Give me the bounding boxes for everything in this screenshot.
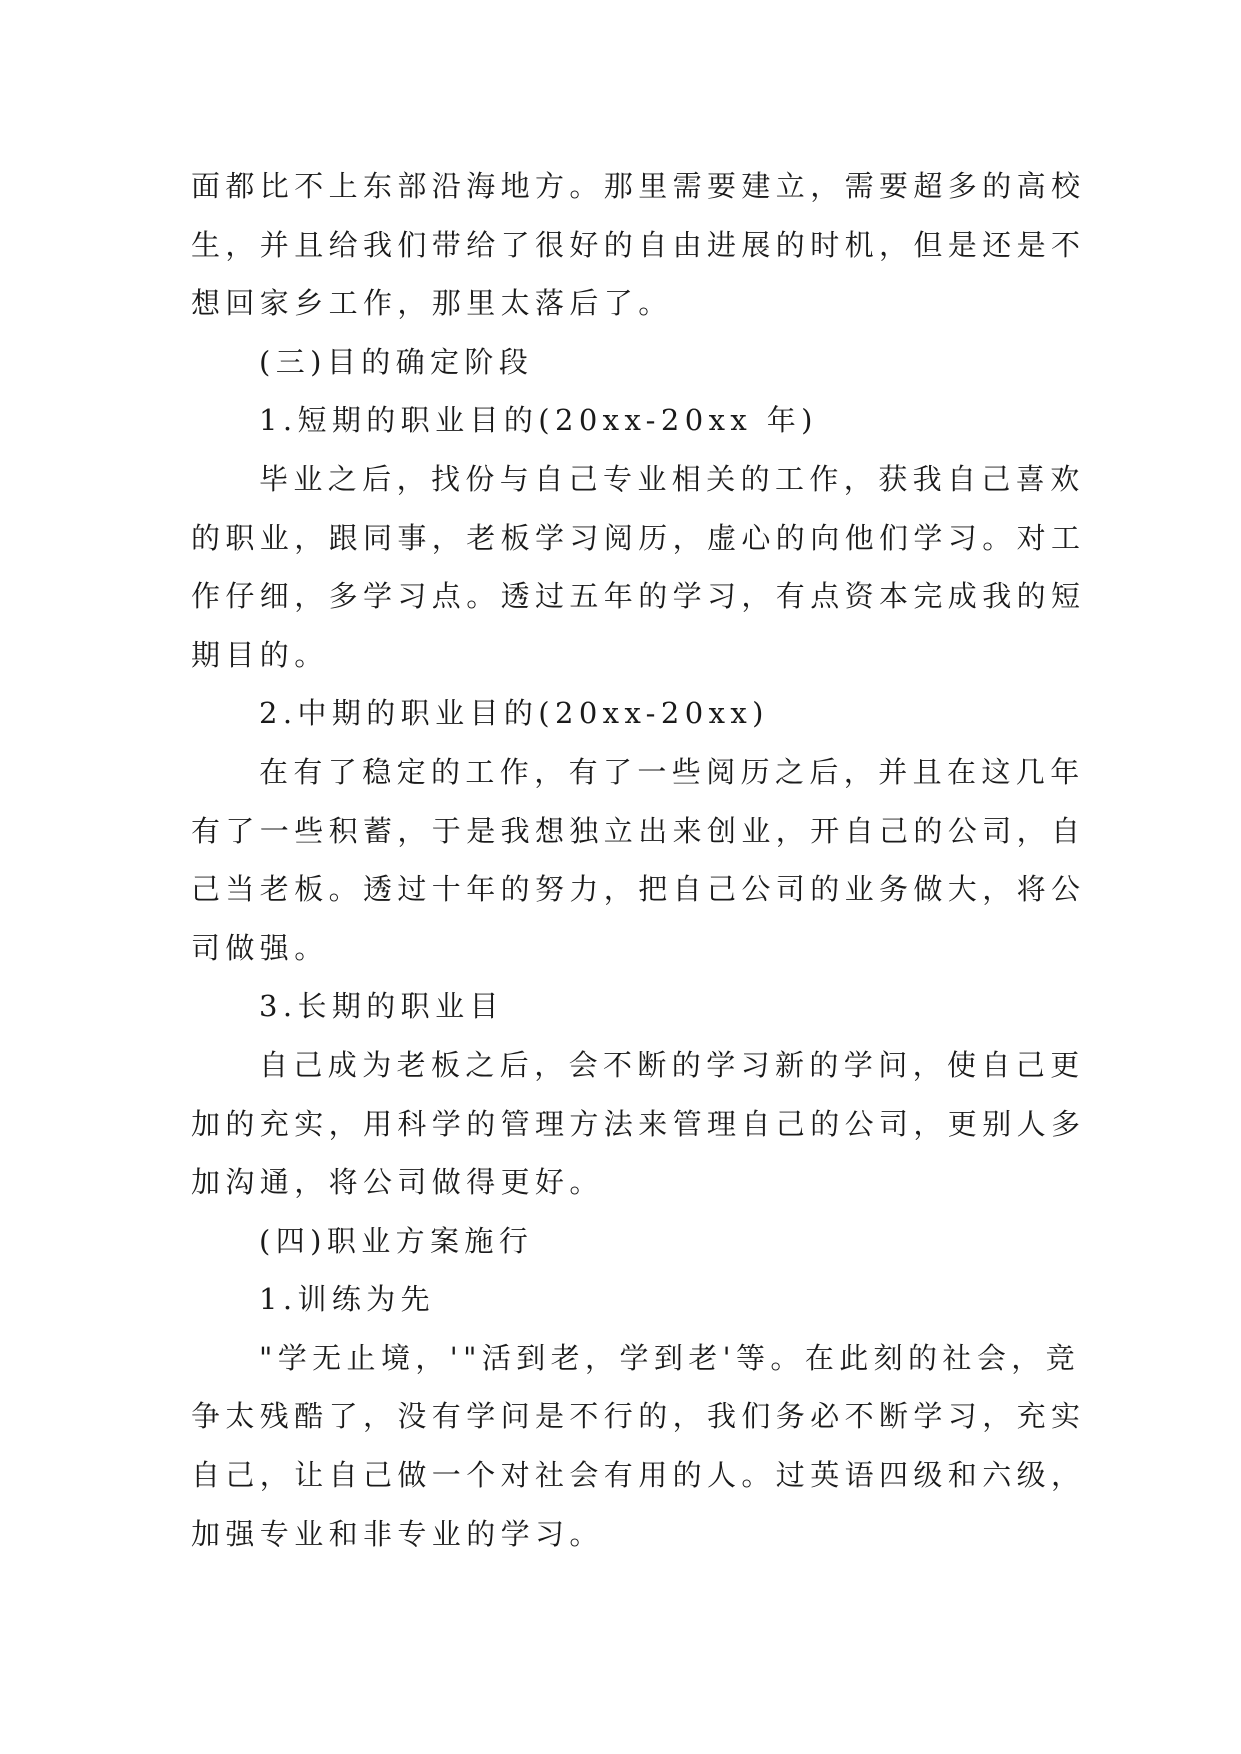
text-line: 2.中期的职业目的(20xx-20xx) (259, 696, 769, 731)
text-line: 毕业之后，找份与自己专业相关的工作，获我自己喜欢 (259, 461, 1085, 496)
text-line: 3.长期的职业目 (259, 989, 504, 1024)
text-line: 作仔细，多学习点。透过五年的学习，有点资本完成我的短 (191, 579, 1086, 614)
text-line: 想回家乡工作，那里太落后了。 (191, 286, 673, 321)
text-line: 1.训练为先 (259, 1282, 436, 1317)
text-line: 加沟通，将公司做得更好。 (191, 1165, 604, 1200)
document-body (191, 157, 1086, 1563)
text-line: 在有了稳定的工作，有了一些阅历之后，并且在这几年 (259, 754, 1085, 789)
text-line: 加强专业和非专业的学习。 (191, 1516, 604, 1551)
text-line: (四)职业方案施行 (259, 1223, 534, 1258)
text-line: 司做强。 (191, 930, 329, 965)
text-line: 的职业，跟同事，老板学习阅历，虚心的向他们学习。对工 (191, 520, 1086, 555)
text-line: 面都比不上东部沿海地方。那里需要建立，需要超多的高校 (191, 169, 1086, 203)
text-line: 己当老板。透过十年的努力，把自己公司的业务做大，将公 (191, 872, 1086, 907)
text-line: 加的充实，用科学的管理方法来管理自己的公司，更别人多 (191, 1106, 1086, 1141)
text-line: 自己成为老板之后，会不断的学习新的学问，使自己更 (259, 1047, 1085, 1082)
text-line: 1.短期的职业目的(20xx-20xx 年) (259, 403, 818, 438)
text-line: 争太残酷了，没有学问是不行的，我们务必不断学习，充实 (191, 1399, 1086, 1434)
text-line: (三)目的确定阶段 (259, 344, 534, 379)
text-line: 自己，让自己做一个对社会有用的人。过英语四级和六级， (191, 1458, 1086, 1493)
text-line: 生，并且给我们带给了很好的自由进展的时机，但是还是不 (191, 227, 1086, 262)
text-line: 有了一些积蓄，于是我想独立出来创业，开自己的公司，自 (191, 813, 1086, 848)
text-line: 期目的。 (191, 637, 329, 672)
text-line: "学无止境，'"活到老，学到老'等。在此刻的社会，竞 (259, 1340, 1081, 1375)
